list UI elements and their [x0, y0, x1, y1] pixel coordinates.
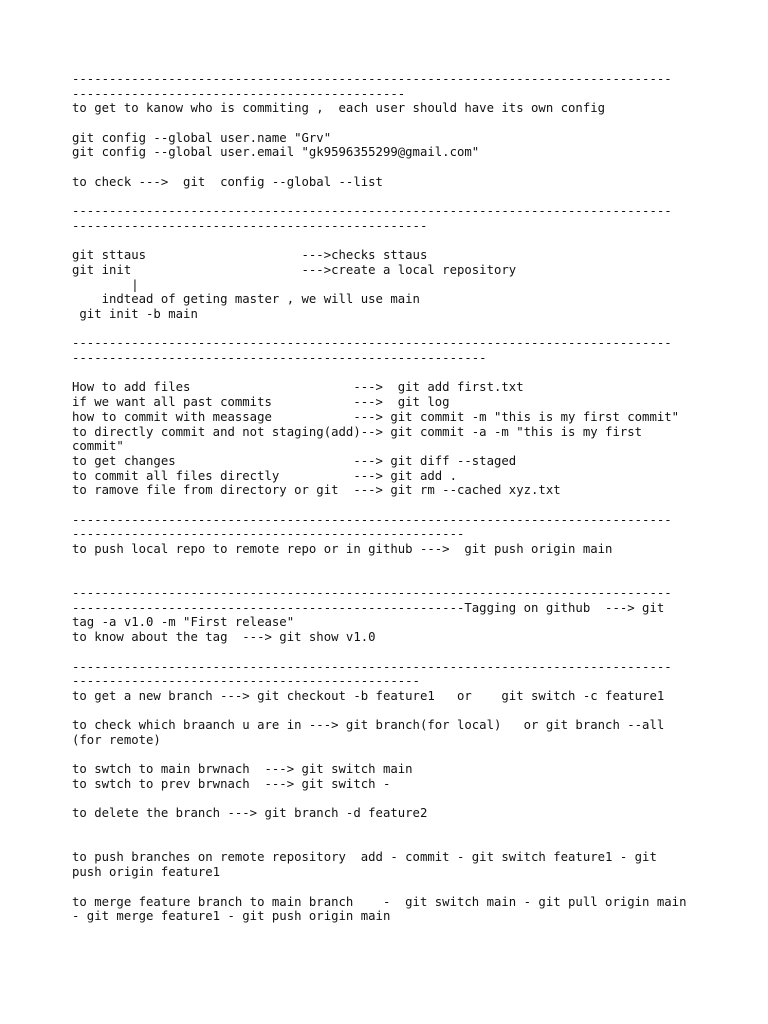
text-line: git sttaus --->checks sttaus — [72, 248, 428, 263]
text-line: indtead of geting master , we will use main — [72, 292, 420, 307]
text-line — [72, 190, 702, 205]
text-line: ----------------------------------------------------- — [72, 527, 465, 542]
text-line: if we want all past commits ---> git log — [72, 395, 450, 410]
text-line: - git merge feature1 - git push origin main — [72, 909, 391, 924]
text-line: push origin feature1 — [72, 865, 221, 880]
text-line: to merge feature branch to main branch - git switch main - git pull origin main — [72, 894, 687, 909]
text-line: | — [72, 277, 139, 292]
text-line — [72, 792, 702, 807]
text-line: --------------------------------------------------------------------------------- — [72, 204, 672, 219]
text-line: to push branches on remote repository add - commit - git switch feature1 - git — [72, 850, 657, 865]
text-line — [72, 234, 702, 249]
text-line: -----------------------------------------------------Tagging on github ---> git — [72, 600, 665, 615]
text-line: to commit all files directly ---> git add . — [72, 468, 457, 483]
text-line: --------------------------------------------------------------------------------- — [72, 336, 672, 351]
text-line — [72, 821, 702, 836]
text-line: to delete the branch ---> git branch -d feature2 — [72, 806, 428, 821]
text-line: (for remote) — [72, 732, 161, 747]
text-line: --------------------------------------------------------------------------------- — [72, 72, 672, 86]
text-line: to ramove file from directory or git ---> git rm --cached xyz.txt — [72, 483, 561, 498]
text-line — [72, 571, 702, 586]
text-line: --------------------------------------------------------------------------------- — [72, 512, 672, 527]
text-line: git init -b main — [72, 307, 198, 321]
text-line — [72, 836, 702, 851]
text-line: git init --->create a local repository — [72, 262, 517, 277]
text-line: to check which braanch u are in ---> git branch(for local) or git branch --all — [72, 718, 665, 733]
text-line: --------------------------------------------- — [72, 86, 406, 101]
text-line: to push local repo to remote repo or in github ---> git push origin main — [72, 542, 613, 556]
text-line: ----------------------------------------------- — [72, 674, 420, 689]
text-line: tag -a v1.0 -m "First release" — [72, 615, 295, 630]
text-line: to get changes ---> git diff --staged — [72, 453, 517, 468]
text-line — [72, 645, 702, 660]
text-line: to swtch to prev brwnach ---> git switch - — [72, 777, 391, 791]
text-line — [72, 160, 702, 175]
text-line: ------------------------------------------------ — [72, 218, 428, 233]
text-line — [72, 704, 702, 719]
text-line — [72, 116, 702, 131]
text-line: git config --global user.name "Grv" — [72, 130, 332, 145]
text-line — [72, 880, 702, 895]
text-line: to get to kanow who is commiting , each user should have its own config — [72, 101, 606, 116]
text-line: How to add files ---> git add first.txt — [72, 380, 524, 395]
text-line — [72, 498, 702, 513]
text-line: commit" — [72, 439, 124, 454]
text-line: to get a new branch ---> git checkout -b feature1 or git switch -c feature1 — [72, 688, 665, 703]
text-line — [72, 366, 702, 381]
text-line: --------------------------------------------------------------------------------- — [72, 586, 672, 601]
text-line — [72, 748, 702, 763]
text-line: how to commit with meassage ---> git commit -m "this is my first commit" — [72, 409, 680, 424]
text-line: to check ---> git config --global --list — [72, 174, 383, 189]
text-line — [72, 322, 702, 337]
text-line: to know about the tag ---> git show v1.0 — [72, 630, 376, 645]
text-line — [72, 557, 702, 572]
text-line: to directly commit and not staging(add)--> git commit -a -m "this is my first — [72, 424, 643, 439]
text-line: to swtch to main brwnach ---> git switch main — [72, 762, 413, 777]
text-line: git config --global user.email "gk9596355299@gmail.com" — [72, 145, 480, 160]
text-line: --------------------------------------------------------------------------------- — [72, 659, 672, 674]
text-line: -------------------------------------------------------- — [72, 351, 487, 366]
document-page — [72, 72, 702, 924]
